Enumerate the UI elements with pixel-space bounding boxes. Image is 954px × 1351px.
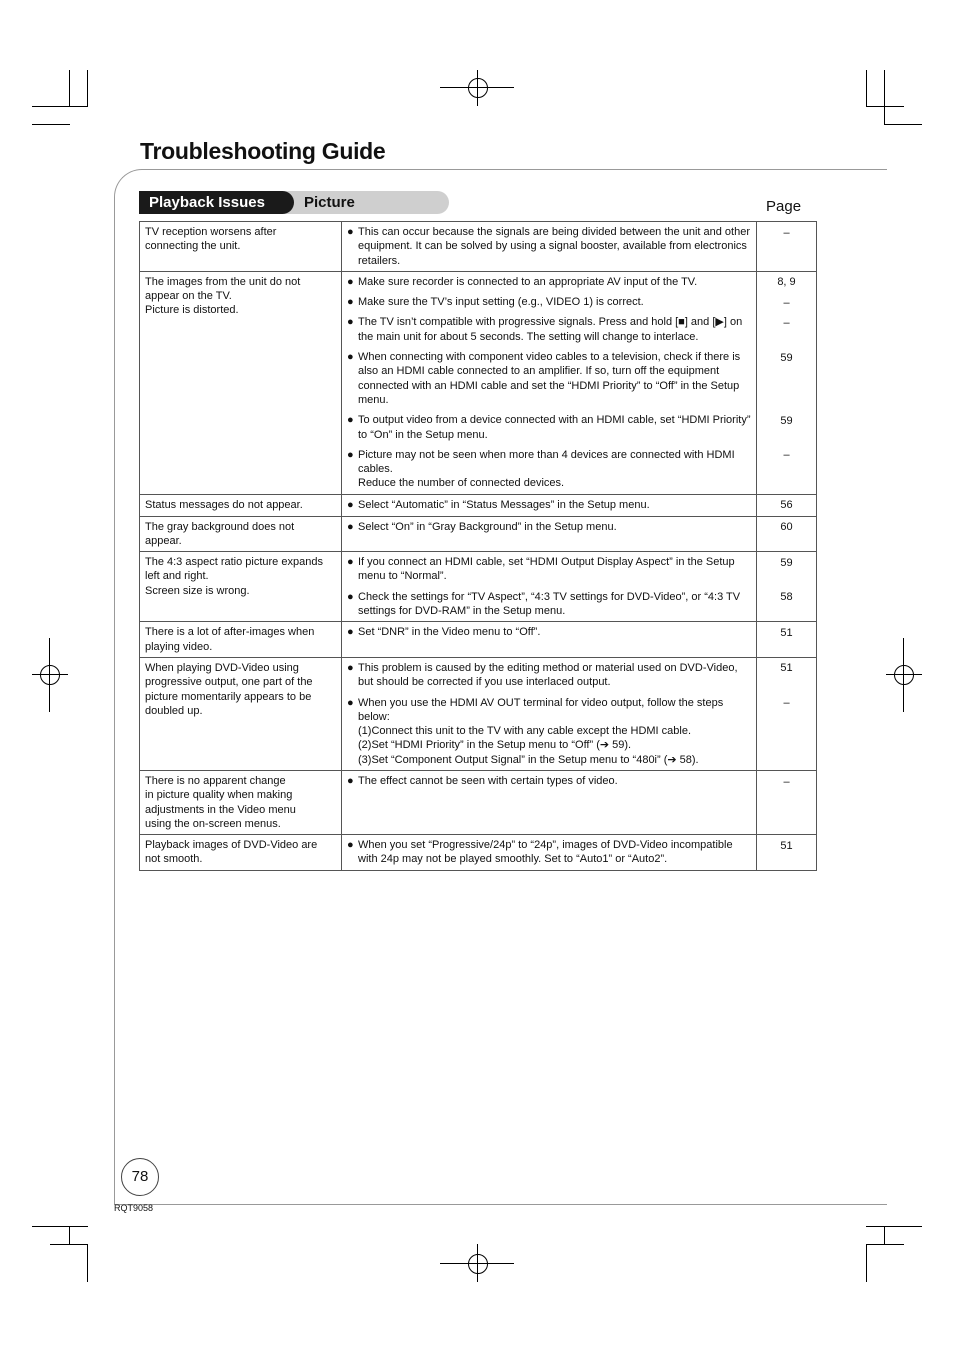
registration-mark [40, 665, 60, 685]
solution-text: When connecting with component video cables to a television, check if there is also an HDMI cable connected to an amplifier. If so, turn off the equipment connected with an HDMI cable and set the “HDMI Priority” to “Off” in the Setup menu. [358, 351, 741, 406]
solution-cell [342, 271, 757, 494]
troubleshooting-table [139, 221, 817, 871]
crop-mark [32, 106, 88, 107]
solution-text: If you connect an HDMI cable, set “HDMI Output Display Aspect” in the Setup menu to “Normal”. [358, 556, 735, 583]
problem-text: Playback images of DVD-Video are [145, 839, 318, 852]
page-reference: 51 [780, 662, 793, 675]
solution-text: Set “DNR” in the Video menu to “Off”. [358, 626, 541, 639]
solution-cell [342, 835, 757, 871]
table-row [140, 552, 817, 622]
page-reference: – [783, 296, 790, 309]
solution-text: When you set “Progressive/24p” to “24p”, images of DVD-Video incompatible with 24p may not be played smoothly. Set to “Auto1” or “Auto2”. [358, 839, 733, 866]
table-row [140, 835, 817, 871]
solution-cell [342, 552, 757, 622]
section-header [139, 191, 449, 214]
problem-text: There is no apparent change [145, 775, 286, 787]
problem-text: TV reception worsens after [145, 226, 277, 238]
page-reference: 58 [780, 591, 793, 604]
crop-mark [87, 1244, 88, 1282]
page-reference-cell [757, 271, 817, 494]
solution-step: (2)Set “HDMI Priority” in the Setup menu to “Off” (➔ 59). [358, 739, 632, 752]
solution-cell [342, 622, 757, 658]
table-row [140, 622, 817, 658]
document-code: RQT9058 [114, 1203, 154, 1213]
problem-text: left and right. [145, 570, 209, 583]
solution-item [347, 555, 751, 584]
solution-text: Make sure recorder is connected to an appropriate AV input of the TV. [358, 275, 698, 288]
table-row [140, 771, 817, 835]
solution-item [347, 625, 751, 639]
problem-text: picture momentarily appears to be [145, 690, 312, 703]
registration-mark-line [886, 674, 922, 675]
bullet-icon: ● [347, 226, 354, 238]
problem-text: appear. [145, 534, 182, 547]
solution-text: Select “Automatic” in “Status Messages” in the Setup menu. [358, 498, 650, 511]
table-row [140, 516, 817, 552]
problem-text: The gray background does not [145, 520, 295, 533]
registration-mark [894, 665, 914, 685]
solution-step: (1)Connect this unit to the TV with any cable except the HDMI cable. [358, 725, 692, 738]
table-row [140, 494, 817, 516]
page-reference-cell [757, 835, 817, 871]
registration-mark-line [32, 674, 68, 675]
solution-cell [342, 516, 757, 552]
crop-mark [884, 1226, 885, 1244]
solution-text: The TV isn’t compatible with progressive signals. Press and hold [■] and [▶] on the main unit for about 5 seconds. The setting will change to interlace. [358, 316, 743, 343]
crop-mark [69, 70, 70, 106]
problem-text: not smooth. [145, 853, 203, 866]
problem-text: doubled up. [145, 704, 203, 717]
problem-cell [140, 516, 342, 552]
bullet-icon: ● [347, 661, 354, 674]
solution-item [347, 448, 751, 491]
problem-text: adjustments in the Video menu [145, 803, 296, 816]
bullet-icon: ● [347, 839, 354, 852]
bullet-icon: ● [347, 498, 354, 511]
problem-text: The 4:3 aspect ratio picture expands [145, 556, 323, 569]
problem-text: There is a lot of after-images when [145, 626, 315, 639]
page-reference-cell [757, 222, 817, 272]
registration-mark-line [477, 70, 478, 106]
problem-text: connecting the unit. [145, 240, 241, 253]
problem-cell [140, 222, 342, 272]
solution-item [347, 838, 751, 867]
crop-mark [32, 124, 70, 125]
bullet-icon: ● [347, 448, 354, 461]
problem-text: using the on-screen menus. [145, 817, 281, 830]
crop-mark [866, 70, 867, 106]
solution-text: Select “On” in “Gray Background” in the Setup menu. [358, 520, 617, 533]
problem-text: in picture quality when making [145, 789, 293, 802]
solution-item [347, 413, 751, 442]
problem-text: The images from the unit do not [145, 275, 301, 288]
solution-item [347, 295, 751, 309]
solution-item [347, 225, 751, 268]
troubleshooting-table-body [140, 222, 817, 871]
solution-item [347, 315, 751, 344]
solution-item [347, 520, 751, 534]
solution-step: (3)Set “Component Output Signal” in the Setup menu to “480i” (➔ 58). [358, 753, 699, 766]
crop-mark [866, 1244, 867, 1282]
crop-mark [884, 124, 922, 125]
solution-text: Check the settings for “TV Aspect”, “4:3 TV settings for DVD-Video”, or “4:3 TV settings for DVD-RAM” in the Setup menu. [358, 590, 741, 618]
table-row [140, 271, 817, 494]
page-reference: 51 [780, 626, 793, 639]
problem-text: Picture is distorted. [145, 304, 239, 317]
bullet-icon: ● [347, 626, 354, 639]
page-reference: 59 [780, 351, 793, 364]
page-reference: 60 [780, 521, 793, 534]
problem-text: Screen size is wrong. [145, 584, 250, 597]
page-column-label: Page [766, 198, 802, 215]
page-reference: – [783, 697, 790, 710]
bullet-icon: ● [347, 316, 354, 329]
solution-item [347, 774, 751, 788]
solution-cell [342, 657, 757, 770]
solution-item [347, 696, 751, 767]
crop-mark [884, 70, 885, 124]
solution-cell [342, 222, 757, 272]
page-reference: – [783, 775, 790, 788]
solution-item [347, 498, 751, 512]
section-tab-playback-issues: Playback Issues [139, 191, 294, 214]
solution-item [347, 350, 751, 407]
solution-item [347, 590, 751, 619]
bullet-icon: ● [347, 351, 354, 364]
problem-text: When playing DVD-Video using [145, 661, 299, 674]
page-reference: – [783, 449, 790, 462]
page-reference-cell [757, 494, 817, 516]
page-title: Troubleshooting Guide [140, 138, 386, 164]
crop-mark [32, 1226, 88, 1227]
bullet-icon: ● [347, 414, 354, 427]
problem-cell [140, 494, 342, 516]
page-reference: 51 [780, 839, 793, 852]
registration-mark [468, 1254, 488, 1274]
bullet-icon: ● [347, 275, 354, 288]
solution-item [347, 661, 751, 690]
bullet-icon: ● [347, 296, 354, 309]
registration-mark-line [477, 1244, 478, 1282]
section-subtitle-picture: Picture [304, 194, 355, 211]
page-reference-cell [757, 657, 817, 770]
bullet-icon: ● [347, 590, 354, 603]
problem-cell [140, 271, 342, 494]
problem-text: playing video. [145, 640, 213, 653]
problem-cell [140, 771, 342, 835]
page-reference: – [783, 316, 790, 329]
page-reference: – [783, 226, 790, 239]
problem-text: Status messages do not appear. [145, 498, 303, 511]
page-reference-cell [757, 516, 817, 552]
solution-text: Picture may not be seen when more than 4 devices are connected with HDMI cables. [358, 448, 735, 476]
table-row [140, 222, 817, 272]
problem-text: appear on the TV. [145, 290, 232, 303]
registration-mark [468, 78, 488, 98]
page-reference: 8, 9 [777, 276, 796, 289]
solution-text: This problem is caused by the editing method or material used on DVD-Video, but should be corrected if you use interlaced output. [358, 661, 738, 689]
page-reference-cell [757, 552, 817, 622]
problem-cell [140, 657, 342, 770]
page-reference: 59 [780, 556, 793, 569]
bullet-icon: ● [347, 520, 354, 533]
solution-cell [342, 494, 757, 516]
crop-mark [50, 1244, 88, 1245]
solution-text: To output video from a device connected with an HDMI cable, set “HDMI Priority” to “On” in the Setup menu. [358, 414, 751, 441]
crop-mark [69, 1226, 70, 1244]
page-number: 78 [121, 1158, 159, 1196]
solution-text: This can occur because the signals are being divided between the unit and other equipment. It can be solved by using a signal booster, available from electronics retailers. [358, 226, 750, 267]
page-reference-cell [757, 771, 817, 835]
solution-text: Make sure the TV’s input setting (e.g., VIDEO 1) is correct. [358, 296, 644, 309]
table-row [140, 657, 817, 770]
problem-cell [140, 552, 342, 622]
bullet-icon: ● [347, 556, 354, 569]
solution-text: When you use the HDMI AV OUT terminal for video output, follow the steps below: [358, 696, 724, 723]
page-reference-cell [757, 622, 817, 658]
bullet-icon: ● [347, 696, 354, 709]
crop-mark [87, 70, 88, 106]
solution-note: Reduce the number of connected devices. [358, 477, 565, 490]
page-reference: 59 [780, 414, 793, 427]
problem-text: progressive output, one part of the [145, 676, 313, 689]
registration-mark-line [903, 638, 904, 712]
crop-mark [866, 1244, 904, 1245]
solution-text: The effect cannot be seen with certain types of video. [358, 775, 618, 787]
crop-mark [866, 1226, 922, 1227]
solution-item [347, 275, 751, 289]
bullet-icon: ● [347, 775, 354, 787]
problem-cell [140, 835, 342, 871]
registration-mark-line [49, 638, 50, 712]
crop-mark [866, 106, 904, 107]
problem-cell [140, 622, 342, 658]
page-reference: 56 [780, 499, 793, 512]
solution-cell [342, 771, 757, 835]
